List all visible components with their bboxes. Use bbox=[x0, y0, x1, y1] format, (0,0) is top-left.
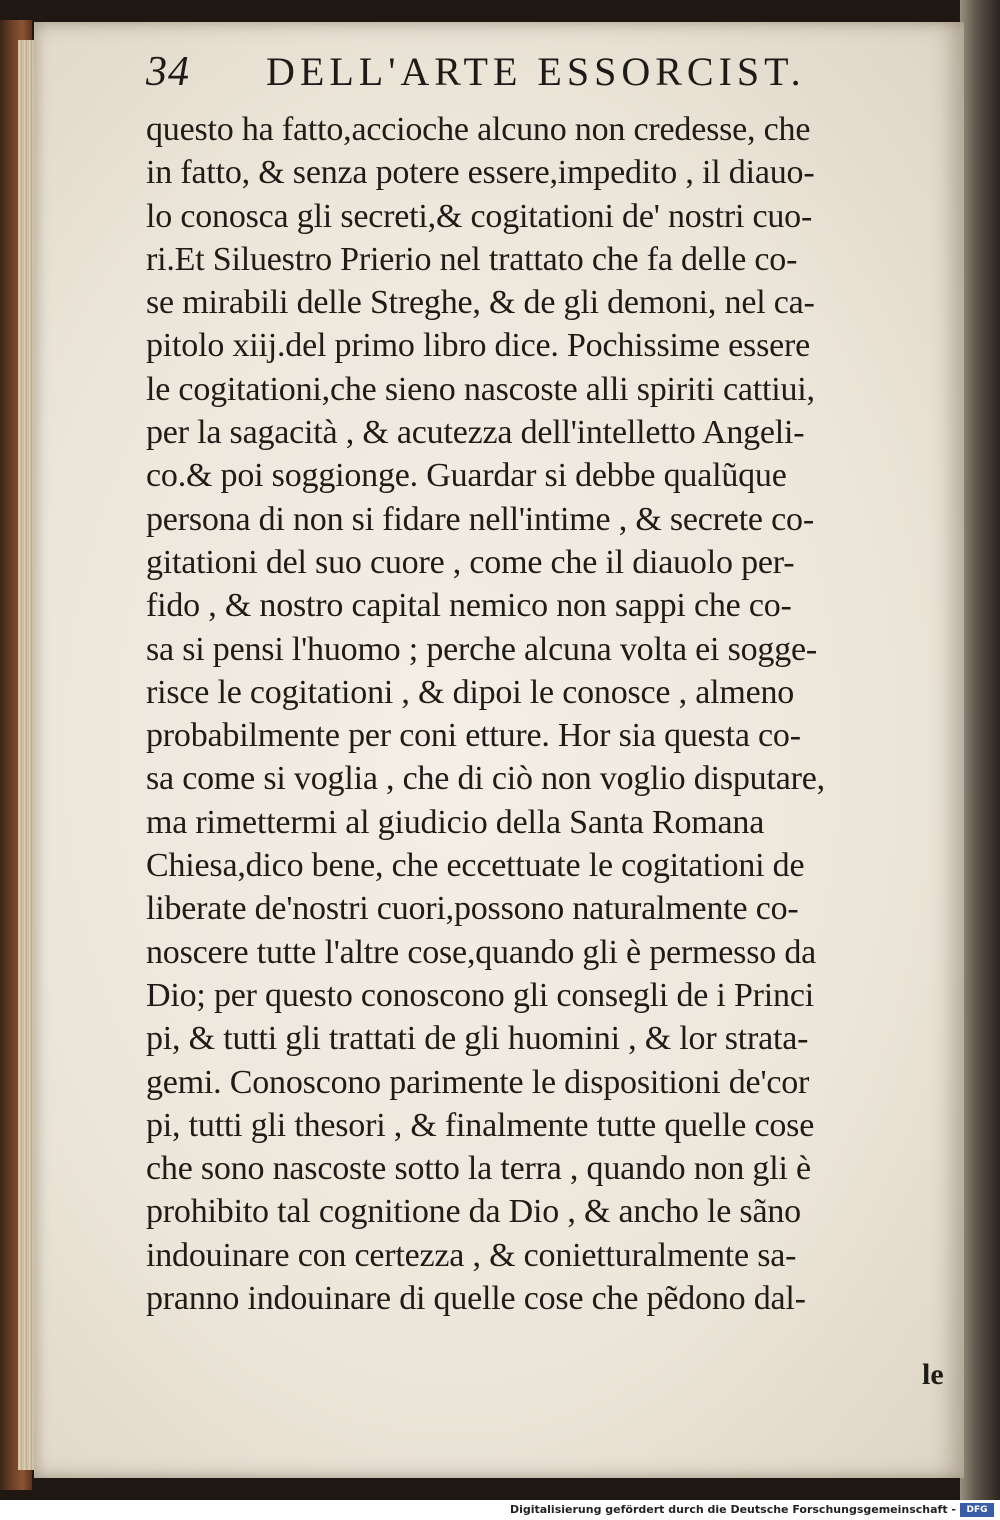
text-line: liberate de'nostri cuori,possono naturalmente co- bbox=[146, 890, 799, 928]
text-line: persona di non si fidare nell'intime , & secrete co- bbox=[146, 500, 814, 538]
text-line: co.& poi soggionge. Guardar si debbe qualũque bbox=[146, 457, 787, 495]
text-line: gemi. Conoscono parimente le dispositioni de'cor bbox=[146, 1063, 810, 1101]
book-page bbox=[34, 22, 964, 1478]
text-line: in fatto, & senza potere essere,impedito , il diauo- bbox=[146, 154, 815, 192]
text-line: indouinare con certezza , & conietturalmente sa- bbox=[146, 1236, 797, 1274]
page-stack-edge bbox=[18, 40, 34, 1470]
text-line: pi, & tutti gli trattati de gli huomini , & lor strata- bbox=[146, 1020, 809, 1058]
digitization-footer bbox=[0, 1500, 1000, 1520]
text-line: sa come si voglia , che di ciò non voglio disputare, bbox=[146, 760, 825, 798]
text-line: lo conosca gli secreti,& cogitationi de' nostri cuo- bbox=[146, 197, 813, 235]
text-line: pitolo xiij.del primo libro dice. Pochissime essere bbox=[146, 327, 811, 365]
page-number: 34 bbox=[146, 49, 190, 95]
catchword: le bbox=[922, 1358, 944, 1391]
text-line: ma rimettermi al giudicio della Santa Romana bbox=[146, 803, 765, 841]
text-line: fido , & nostro capital nemico non sappi che co- bbox=[146, 587, 792, 625]
text-line: probabilmente per coni etture. Hor sia questa co- bbox=[146, 717, 801, 755]
text-line: risce le cogitationi , & dipoi le conosce , almeno bbox=[146, 673, 795, 711]
text-line: noscere tutte l'altre cose,quando gli è permesso da bbox=[146, 933, 817, 971]
text-line: ri.Et Siluestro Prierio nel trattato che fa delle co- bbox=[146, 240, 798, 278]
text-line: se mirabili delle Streghe, & de gli demoni, nel ca- bbox=[146, 284, 815, 322]
text-line: per la sagacità , & acutezza dell'intelletto Angeli- bbox=[146, 414, 805, 452]
text-line: gitationi del suo cuore , come che il diauolo per- bbox=[146, 543, 795, 581]
text-line: pranno indouinare di quelle cose che pẽdono dal- bbox=[146, 1280, 806, 1318]
body-text bbox=[146, 108, 946, 1320]
text-line: prohibito tal cognitione da Dio , & ancho le sãno bbox=[146, 1193, 801, 1231]
text-line: che sono nascoste sotto la terra , quando non gli è bbox=[146, 1150, 811, 1188]
text-line: le cogitationi,che sieno nascoste alli spiriti cattiui, bbox=[146, 370, 815, 408]
page-header bbox=[146, 48, 866, 108]
text-line: Chiesa,dico bene, che eccettuate le cogitationi de bbox=[146, 847, 805, 885]
text-line: sa si pensi l'huomo ; perche alcuna volta ei sogge- bbox=[146, 630, 818, 668]
text-line: questo ha fatto,accioche alcuno non credesse, che bbox=[146, 111, 811, 148]
book-gutter bbox=[960, 0, 1000, 1500]
funding-credit: Digitalisierung gefördert durch die Deutsche Forschungsgemeinschaft - bbox=[509, 1503, 956, 1516]
text-line: pi, tutti gli thesori , & finalmente tutte quelle cose bbox=[146, 1106, 815, 1144]
dfg-logo: DFG bbox=[960, 1503, 994, 1517]
running-head: DELL'ARTE ESSORCIST. bbox=[266, 49, 806, 94]
text-line: Dio; per questo conoscono gli consegli de i Princi bbox=[146, 976, 814, 1014]
